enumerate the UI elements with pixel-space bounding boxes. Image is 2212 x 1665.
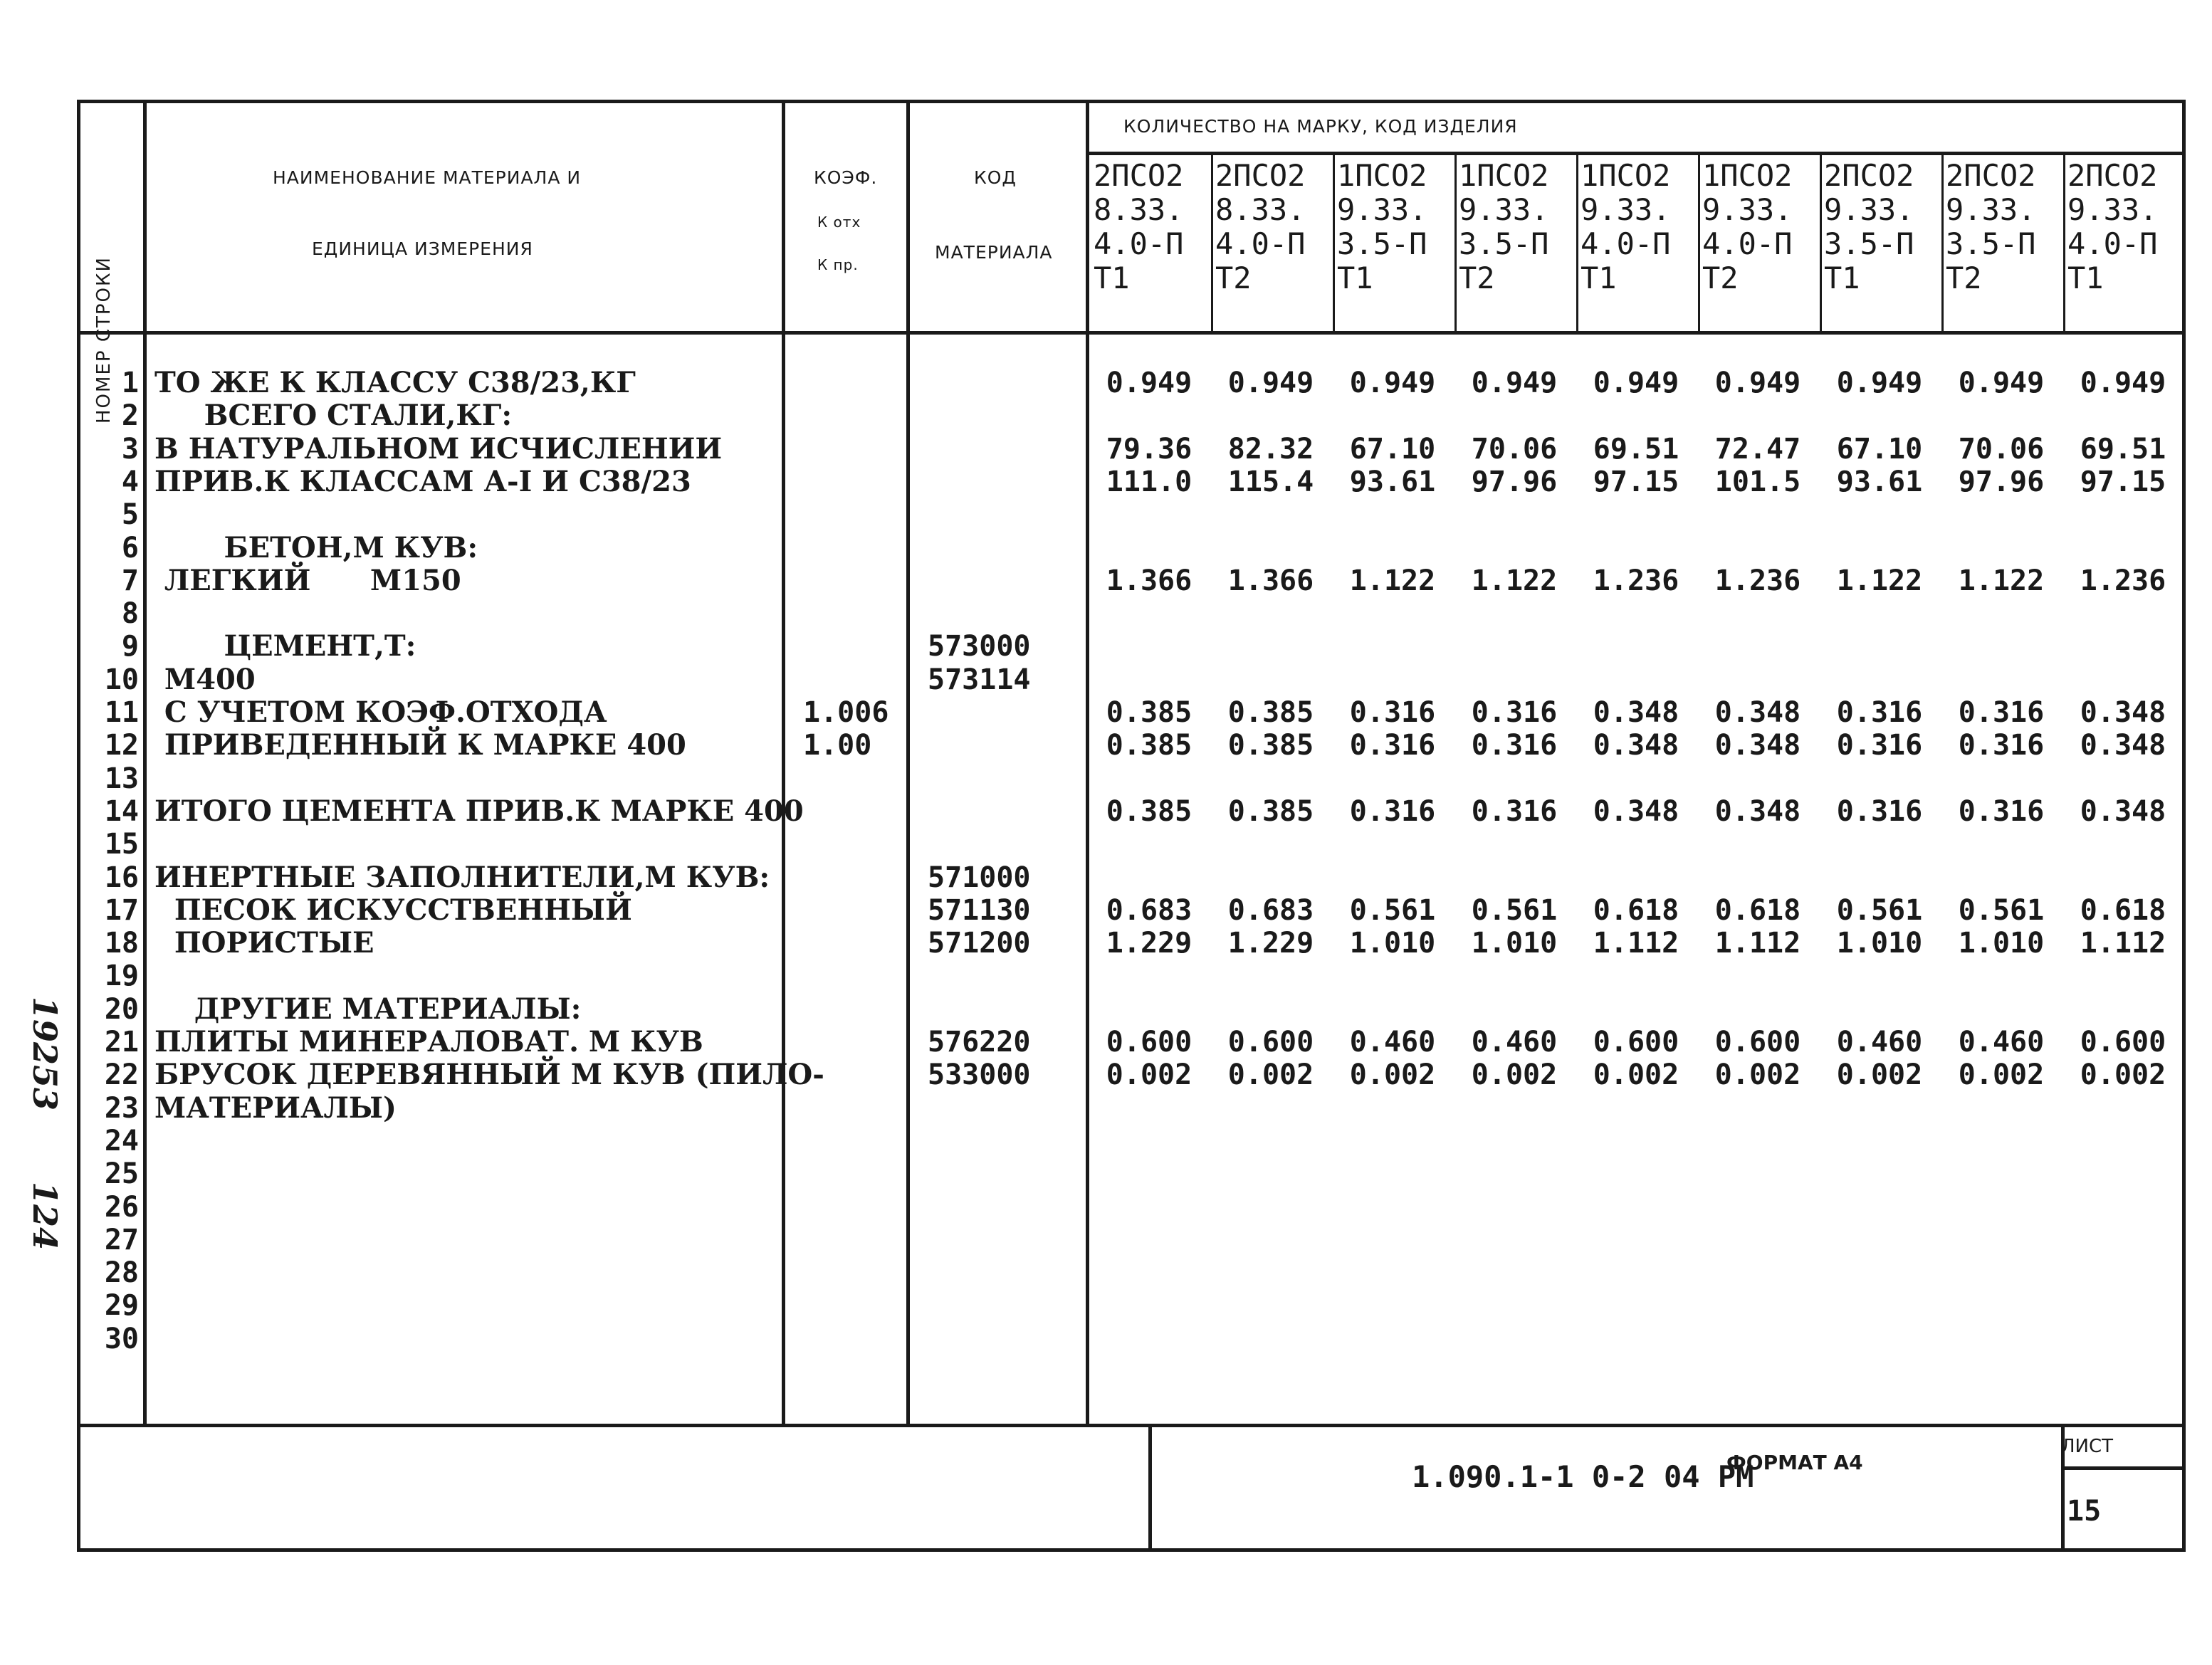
product-column-header: 2ПСО2 9.33. 3.5-П Т2 — [1946, 158, 2036, 295]
quantity-cell: 0.348 — [1714, 794, 1801, 828]
quantity-cell: 0.002 — [1471, 1059, 1558, 1092]
material-code: 571130 — [928, 893, 1031, 927]
quantity-cell: 0.385 — [1106, 794, 1193, 828]
row-number: 18 — [104, 927, 139, 960]
product-column-divider — [1333, 155, 1335, 331]
quantity-cell: 1.010 — [1958, 927, 2045, 960]
quantity-cell: 0.002 — [1227, 1059, 1314, 1092]
product-column-divider — [2063, 155, 2065, 331]
divider-footer-sheet-label — [2061, 1466, 2186, 1470]
product-column-divider — [1211, 155, 1213, 331]
quantity-cell: 1.229 — [1106, 927, 1193, 960]
quantity-cell: 0.316 — [1471, 696, 1558, 729]
quantity-cell: 0.600 — [2080, 1026, 2166, 1059]
product-column-header: 1ПСО2 9.33. 4.0-П Т1 — [1581, 158, 1671, 295]
document-code: 1.090.1-1 0-2 04 РМ — [1412, 1459, 1754, 1494]
row-number: 16 — [104, 861, 139, 894]
quantity-cell: 0.348 — [1593, 729, 1679, 762]
material-code: 571200 — [928, 927, 1031, 960]
quantity-cell: 0.002 — [1106, 1059, 1193, 1092]
quantity-cell: 0.949 — [1349, 367, 1436, 399]
material-name: М400 — [154, 662, 256, 696]
quantity-cell: 0.561 — [1471, 893, 1558, 927]
row-number: 1 — [121, 367, 139, 399]
material-code: 571000 — [928, 861, 1031, 894]
row-number: 12 — [104, 729, 139, 762]
koef-header-line1: КОЭФ. — [814, 167, 878, 188]
row-number: 22 — [104, 1059, 139, 1092]
material-name: С УЧЕТОМ КОЭФ.ОТХОДА — [154, 695, 607, 729]
quantity-cell: 0.949 — [1714, 367, 1801, 399]
row-number: 9 — [121, 630, 139, 663]
product-column-header: 1ПСО2 9.33. 3.5-П Т2 — [1459, 158, 1549, 295]
quantity-cell: 79.36 — [1106, 432, 1193, 466]
quantity-header: КОЛИЧЕСТВО НА МАРКУ, КОД ИЗДЕЛИЯ — [1123, 116, 1518, 137]
product-column-header: 2ПСО2 9.33. 4.0-П Т1 — [2067, 158, 2158, 295]
quantity-cell: 0.002 — [1593, 1059, 1679, 1092]
quantity-cell: 0.316 — [1958, 696, 2045, 729]
material-name: БРУСОК ДЕРЕВЯННЫЙ М КУВ (ПИЛО- — [154, 1058, 824, 1092]
row-number: 26 — [104, 1190, 139, 1224]
row-number: 30 — [104, 1322, 139, 1355]
row-number: 20 — [104, 992, 139, 1026]
quantity-cell: 97.96 — [1958, 465, 2045, 498]
quantity-cell: 0.316 — [1471, 794, 1558, 828]
quantity-cell: 67.10 — [1349, 432, 1436, 466]
product-column-divider — [1820, 155, 1822, 331]
quantity-cell: 0.618 — [1714, 893, 1801, 927]
quantity-cell: 69.51 — [1593, 432, 1679, 466]
coefficient: 1.006 — [803, 696, 889, 729]
row-number: 24 — [104, 1124, 139, 1157]
margin-note-1: 19253 — [26, 997, 64, 1111]
quantity-cell: 0.460 — [1836, 1026, 1923, 1059]
quantity-cell: 0.600 — [1106, 1026, 1193, 1059]
quantity-cell: 93.61 — [1836, 465, 1923, 498]
quantity-cell: 1.010 — [1349, 927, 1436, 960]
quantity-cell: 0.316 — [1349, 696, 1436, 729]
product-column-divider — [1454, 155, 1457, 331]
sheet-number: 15 — [2067, 1495, 2102, 1528]
margin-note-2: 124 — [26, 1182, 64, 1251]
row-number: 25 — [104, 1157, 139, 1191]
material-name: ТО ЖЕ К КЛАССУ С38/23,КГ — [154, 366, 636, 399]
product-column-header: 1ПСО2 9.33. 4.0-П Т2 — [1702, 158, 1793, 295]
divider-name — [782, 103, 785, 1424]
quantity-cell: 0.002 — [1349, 1059, 1436, 1092]
quantity-cell: 111.0 — [1106, 465, 1193, 498]
row-number: 10 — [104, 663, 139, 696]
quantity-cell: 1.229 — [1227, 927, 1314, 960]
format-label: ФОРМАТ А4 — [1726, 1451, 1863, 1474]
quantity-cell: 0.385 — [1106, 729, 1193, 762]
material-name: ПЕСОК ИСКУССТВЕННЫЙ — [154, 893, 632, 927]
drawing-sheet — [77, 100, 2186, 1552]
row-number: 7 — [121, 564, 139, 597]
material-name: ЦЕМЕНТ,Т: — [154, 629, 416, 663]
row-number: 29 — [104, 1289, 139, 1323]
quantity-cell: 0.316 — [1958, 729, 2045, 762]
material-name: БЕТОН,М КУВ: — [154, 530, 478, 564]
quantity-cell: 1.122 — [1349, 564, 1436, 597]
quantity-cell: 0.348 — [1714, 696, 1801, 729]
quantity-cell: 1.366 — [1106, 564, 1193, 597]
quantity-cell: 0.561 — [1349, 893, 1436, 927]
quantity-cell: 0.348 — [1593, 696, 1679, 729]
material-name: МАТЕРИАЛЫ) — [154, 1091, 397, 1125]
material-code: 573000 — [928, 630, 1031, 663]
quantity-cell: 1.112 — [1714, 927, 1801, 960]
quantity-cell: 0.316 — [1349, 794, 1436, 828]
material-name: ИНЕРТНЫЕ ЗАПОЛНИТЕЛИ,М КУВ: — [154, 860, 770, 894]
quantity-cell: 0.316 — [1836, 794, 1923, 828]
material-name: ПРИВЕДЕННЫЙ К МАРКЕ 400 — [154, 728, 686, 762]
koef-header-line2: К отх — [817, 214, 861, 231]
quantity-cell: 0.618 — [1593, 893, 1679, 927]
material-name: ВСЕГО СТАЛИ,КГ: — [154, 399, 513, 433]
row-number-header: НОМЕР СТРОКИ — [93, 256, 115, 424]
quantity-cell: 0.348 — [2080, 794, 2166, 828]
divider-footer-left — [1148, 1424, 1152, 1552]
material-name: ПЛИТЫ МИНЕРАЛОВАТ. М КУВ — [154, 1025, 703, 1059]
quantity-cell: 0.002 — [2080, 1059, 2166, 1092]
quantity-cell: 67.10 — [1836, 432, 1923, 466]
quantity-cell: 1.010 — [1471, 927, 1558, 960]
quantity-cell: 97.96 — [1471, 465, 1558, 498]
quantity-cell: 70.06 — [1958, 432, 2045, 466]
row-number: 21 — [104, 1026, 139, 1059]
divider-rownum — [143, 103, 147, 1424]
quantity-cell: 72.47 — [1714, 432, 1801, 466]
quantity-cell: 0.348 — [2080, 696, 2166, 729]
quantity-cell: 1.236 — [1714, 564, 1801, 597]
quantity-cell: 0.600 — [1714, 1026, 1801, 1059]
row-number: 4 — [121, 465, 139, 498]
row-number: 23 — [104, 1091, 139, 1125]
material-name: В НАТУРАЛЬНОМ ИСЧИСЛЕНИИ — [154, 431, 723, 466]
product-column-divider — [1698, 155, 1700, 331]
material-name: ЛЕГКИЙ М150 — [154, 563, 461, 597]
quantity-cell: 115.4 — [1227, 465, 1314, 498]
quantity-cell: 0.385 — [1227, 794, 1314, 828]
row-number: 2 — [121, 399, 139, 433]
name-header-line2: ЕДИНИЦА ИЗМЕРЕНИЯ — [312, 238, 533, 259]
row-number: 8 — [121, 597, 139, 631]
name-header-line1: НАИМЕНОВАНИЕ МАТЕРИАЛА И — [273, 167, 582, 188]
material-name: ПОРИСТЫЕ — [154, 926, 374, 960]
quantity-cell: 0.561 — [1836, 893, 1923, 927]
quantity-cell: 0.316 — [1958, 794, 2045, 828]
quantity-cell: 93.61 — [1349, 465, 1436, 498]
material-name: ДРУГИЕ МАТЕРИАЛЫ: — [154, 992, 582, 1026]
koef-header-line3: К пр. — [817, 256, 859, 273]
quantity-cell: 0.600 — [1593, 1026, 1679, 1059]
quantity-cell: 97.15 — [2080, 465, 2166, 498]
product-column-divider — [1941, 155, 1944, 331]
code-header-line2: МАТЕРИАЛА — [935, 242, 1053, 263]
quantity-cell: 0.385 — [1227, 696, 1314, 729]
quantity-cell: 0.949 — [2080, 367, 2166, 399]
quantity-cell: 0.460 — [1471, 1026, 1558, 1059]
code-header-line1: КОД — [974, 167, 1017, 188]
quantity-cell: 0.316 — [1836, 696, 1923, 729]
row-number: 15 — [104, 828, 139, 861]
divider-quantity-header — [1086, 152, 2186, 155]
material-code: 533000 — [928, 1059, 1031, 1092]
product-column-header: 2ПСО2 9.33. 3.5-П Т1 — [1824, 158, 1914, 295]
row-number: 11 — [104, 696, 139, 729]
quantity-cell: 82.32 — [1227, 432, 1314, 466]
quantity-cell: 1.122 — [1471, 564, 1558, 597]
quantity-cell: 70.06 — [1471, 432, 1558, 466]
quantity-cell: 0.002 — [1958, 1059, 2045, 1092]
quantity-cell: 0.002 — [1714, 1059, 1801, 1092]
quantity-cell: 0.600 — [1227, 1026, 1314, 1059]
quantity-cell: 97.15 — [1593, 465, 1679, 498]
divider-header-bottom — [80, 331, 2186, 335]
product-column-header: 2ПСО2 8.33. 4.0-П Т2 — [1215, 158, 1306, 295]
sheet-label: ЛИСТ — [2061, 1436, 2114, 1457]
product-column-header: 1ПСО2 9.33. 3.5-П Т1 — [1337, 158, 1427, 295]
quantity-cell: 0.683 — [1227, 893, 1314, 927]
quantity-cell: 0.683 — [1106, 893, 1193, 927]
divider-koef — [906, 103, 910, 1424]
material-name: ИТОГО ЦЕМЕНТА ПРИВ.К МАРКЕ 400 — [154, 794, 804, 828]
quantity-cell: 0.348 — [1714, 729, 1801, 762]
quantity-cell: 1.122 — [1836, 564, 1923, 597]
quantity-cell: 1.366 — [1227, 564, 1314, 597]
quantity-cell: 1.112 — [2080, 927, 2166, 960]
divider-code — [1086, 103, 1089, 1424]
coefficient: 1.00 — [803, 729, 872, 762]
quantity-cell: 0.316 — [1471, 729, 1558, 762]
row-number: 28 — [104, 1256, 139, 1290]
quantity-cell: 1.010 — [1836, 927, 1923, 960]
quantity-cell: 0.385 — [1106, 696, 1193, 729]
material-code: 573114 — [928, 663, 1031, 696]
quantity-cell: 0.949 — [1471, 367, 1558, 399]
quantity-cell: 0.949 — [1106, 367, 1193, 399]
quantity-cell: 1.112 — [1593, 927, 1679, 960]
quantity-cell: 0.561 — [1958, 893, 2045, 927]
row-number: 6 — [121, 531, 139, 564]
row-number: 5 — [121, 498, 139, 532]
quantity-cell: 69.51 — [2080, 432, 2166, 466]
quantity-cell: 1.236 — [1593, 564, 1679, 597]
quantity-cell: 0.385 — [1227, 729, 1314, 762]
quantity-cell: 1.122 — [1958, 564, 2045, 597]
quantity-cell: 0.002 — [1836, 1059, 1923, 1092]
row-number: 19 — [104, 960, 139, 993]
quantity-cell: 0.949 — [1593, 367, 1679, 399]
quantity-cell: 0.618 — [2080, 893, 2166, 927]
quantity-cell: 0.460 — [1958, 1026, 2045, 1059]
row-number: 14 — [104, 794, 139, 828]
quantity-cell: 0.348 — [1593, 794, 1679, 828]
row-number: 17 — [104, 893, 139, 927]
quantity-cell: 101.5 — [1714, 465, 1801, 498]
row-number: 3 — [121, 432, 139, 466]
divider-footer-top — [80, 1424, 2186, 1427]
quantity-cell: 0.460 — [1349, 1026, 1436, 1059]
material-name: ПРИВ.К КЛАССАМ А-I И С38/23 — [154, 464, 691, 498]
row-number: 13 — [104, 762, 139, 795]
quantity-cell: 1.236 — [2080, 564, 2166, 597]
product-column-header: 2ПСО2 8.33. 4.0-П Т1 — [1094, 158, 1184, 295]
quantity-cell: 0.316 — [1836, 729, 1923, 762]
quantity-cell: 0.348 — [2080, 729, 2166, 762]
row-number: 27 — [104, 1223, 139, 1256]
quantity-cell: 0.316 — [1349, 729, 1436, 762]
material-code: 576220 — [928, 1026, 1031, 1059]
quantity-cell: 0.949 — [1836, 367, 1923, 399]
product-column-divider — [1576, 155, 1578, 331]
quantity-cell: 0.949 — [1227, 367, 1314, 399]
quantity-cell: 0.949 — [1958, 367, 2045, 399]
